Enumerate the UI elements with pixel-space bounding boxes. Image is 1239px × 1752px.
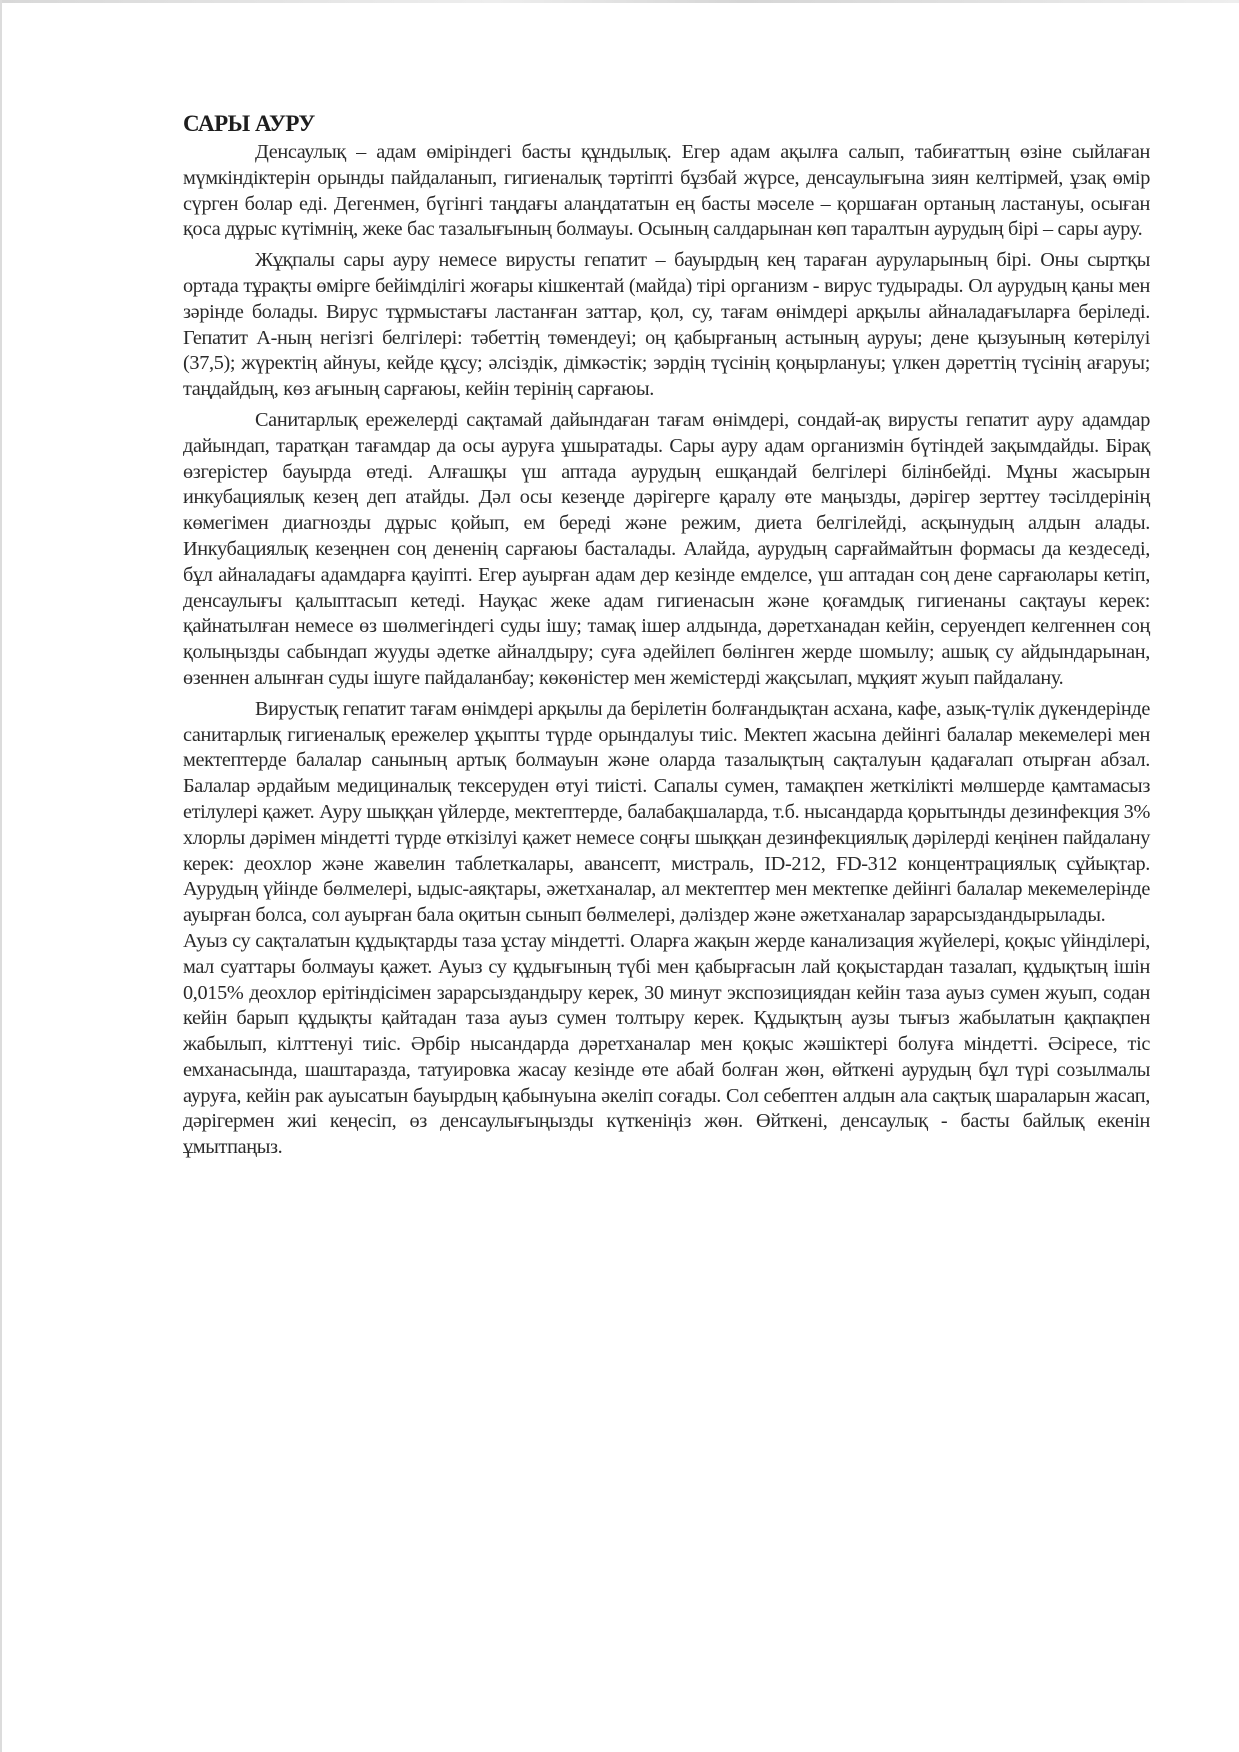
scan-edge-left bbox=[0, 0, 2, 1752]
scan-edge-top bbox=[0, 0, 1239, 3]
paragraph-hepatitis-symptoms: Жұқпалы сары ауру немесе вирусты гепатит – бауырдың кең тараған ауруларының бірі. Оны сыртқы ортада тұрақты өмірге бейімділігі жоғары кішкентай (майда) тірі организм - вирус тудырады. Ол аурудың қаны мен зәрінде болады. Вирус тұрмыстағы ластанған заттар, қол, су, тағам өнімдері арқылы айналадағыларға беріледі. Гепатит А-ның негізгі белгілері: тәбеттің төмендеуі; оң қабырғаның астының ауруы; дене қызуының көтерілуі (37,5); жүректің айнуы, кейде құсу; әлсіздік, дімкәстік; зәрдің түсінің қоңырлануы; үлкен дәреттің түсінің ағаруы; таңдайдың, көз ағының сарғаюы, кейін терінің сарғаюы. bbox=[183, 249, 1150, 401]
document-page bbox=[183, 108, 1150, 1161]
paragraph-water-wells: Ауыз су сақталатын құдықтарды таза ұстау міндетті. Оларға жақын жерде канализация жүйелері, қоқыс үйінділері, мал суаттары болмауы қажет. Ауыз су құдығының түбі мен қабырғасын лай қоқыстардан тазалап, құдықтың ішін 0,015% деохлор ерітіндісімен зарарсыздандыру керек, 30 минут экспозициядан кейін таза ауыз сумен жуып, содан кейін барып құдықты қайтадан таза ауыз сумен толтыру керек. Құдықтың аузы тығыз жабылатын қақпақпен жабылып, кілттенуі тиіс. Әрбір нысандарда дәретханалар мен қоқыс жәшіктері болуға міндетті. Әсіресе, тіс емханасында, шаштаразда, татуировка жасау кезінде өте абай болған жөн, өйткені аурудың бұл түрі созылмалы ауруға, кейін рак ауысатын бауырдың қабынуына әкеліп соғады. Сол себептен алдын ала сақтық шараларын жасап, дәрігермен жиі кеңесіп, өз денсаулығыңызды күткеніңіз жөн. Өйткені, денсаулық - басты байлық екенін ұмытпаңыз. bbox=[183, 929, 1150, 1159]
paragraph-sanitary-measures: Вирустық гепатит тағам өнімдері арқылы да берілетін болғандықтан асхана, кафе, азық-түлік дүкендерінде санитарлық гигиеналық ережелер ұқыпты түрде орындалуы тиіс. Мектеп жасына дейінгі балалар мекемелері мен мектептерде балалар санының артық болмауын және оларда тазалықтың сақталуын қадағалап отырған абзал. Балалар әрдайым медициналық тексеруден өтуі тиісті. Сапалы сумен, тамақпен жеткілікті мөлшерде қамтамасыз етілулері қажет. Ауру шыққан үйлерде, мектептерде, балабақшаларда, т.б. нысандарда қорытынды дезинфекция 3% хлорлы дәрімен міндетті түрде өткізілуі қажет немесе соңғы шыққан дезинфекциялық дәрілерді кеңінен пайдалану керек: деохлор және жавелин таблеткалары, авансепт, мистраль, ID-212, FD-312 концентрациялық сұйықтар. Аурудың үйінде бөлмелері, ыдыс-аяқтары, әжетханалар, ал мектептер мен мектепке дейінгі балалар мекемелерінде ауырған болса, сол ауырған бала оқитын сынып бөлмелері, дәліздер және әжетханалар зарарсыздандырылады. bbox=[183, 697, 1150, 927]
paragraph-intro: Денсаулық – адам өміріндегі басты құндылық. Егер адам ақылға салып, табиғаттың өзіне сыйлаған мүмкіндіктерін орынды пайдаланып, гигиеналық тәртіпті бұзбай жүрсе, денсаулығына зиян келтірмей, ұзақ өмір сүрген болар еді. Дегенмен, бүгінгі таңдағы алаңдататын ең басты мәселе – қоршаған ортаның ластануы, осыған қоса дұрыс күтімнің, жеке бас тазалығының болмауы. Осының салдарынан көп таралтын аурудың бірі – сары ауру. bbox=[183, 141, 1150, 241]
document-title: САРЫ АУРУ bbox=[183, 111, 315, 136]
paragraph-transmission-treatment: Санитарлық ережелерді сақтамай дайындаған тағам өнімдері, сондай-ақ вирусты гепатит ауру адамдар дайындап, таратқан тағамдар да осы ауруға ұшыратады. Сары ауру адам организмін бүтіндей зақымдайды. Бірақ өзгерістер бауырда өтеді. Алғашқы үш аптада аурудың ешқандай белгілері білінбейді. Мұны жасырын инкубациялық кезең деп атайды. Дәл осы кезеңде дәрігерге қаралу өте маңызды, дәрігер зерттеу тәсілдерінің көмегімен диагнозды дұрыс қойып, ем береді және режим, диета белгілейді, асқынудың алдын алады. Инкубациялық кезеңнен соң дененің сарғаюы басталады. Алайда, аурудың сарғаймайтын формасы да кездеседі, бұл айналадағы адамдарға қауіпті. Егер ауырған адам дер кезінде емделсе, үш аптадан соң дене сарғаюлары кетіп, денсаулығы қалыптасып кетеді. Науқас жеке адам гигиенасын және қоғамдық гигиенаны сақтауы керек: қайнатылған немесе өз шөлмегіндегі суды ішу; тамақ ішер алдында, дәретханадан кейін, серуендеп келгеннен соң қолыңызды сабындап жууды әдетке айналдыру; суға әдейілеп бөлінген жерде шомылу; ашық су айдындарынан, өзеннен алынған суды ішуге пайдаланбау; көкөністер мен жемістерді жақсылап, мұқият жуып пайдалану. bbox=[183, 408, 1150, 689]
